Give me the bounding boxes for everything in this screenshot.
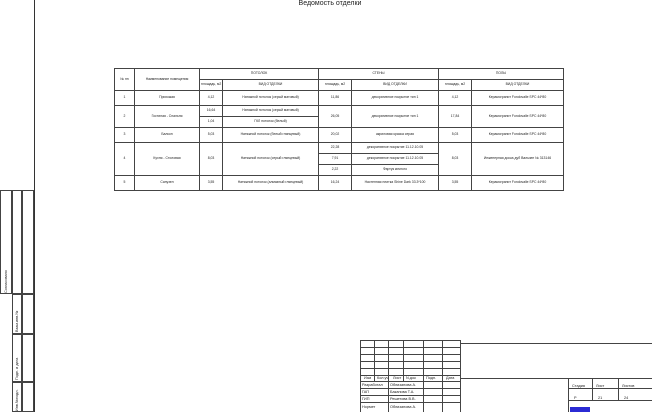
stamp-rule <box>442 340 443 381</box>
wall-area: 20,02 <box>319 128 352 143</box>
ceiling-finish: Натяжной потолок (серый глянцевый) <box>223 143 319 176</box>
stamp-rule <box>360 381 361 412</box>
stamp-rule <box>360 354 460 355</box>
stamp-rule <box>460 378 652 379</box>
stamp-rule <box>388 381 389 412</box>
stamp-rule <box>568 388 652 389</box>
header-walls-finish: ВИД ОТДЕЛКИ <box>352 80 439 91</box>
row-number: 5 <box>115 176 135 191</box>
floor-area: 5,03 <box>439 128 472 143</box>
row-number: 1 <box>115 91 135 106</box>
stamp-rule <box>360 340 460 341</box>
stamp-name-gap: Баканова Т.А. <box>390 390 415 394</box>
row-number: 4 <box>115 143 135 176</box>
stamp-rule <box>423 381 424 412</box>
room-name: Балкон <box>135 128 200 143</box>
room-name: Кухня - Столовая <box>135 143 200 176</box>
table-row <box>115 128 564 143</box>
ceiling-finish: Натяжной потолок (белый глянцевый) <box>223 128 319 143</box>
floor-area: 3,55 <box>439 176 472 191</box>
row-number: 2 <box>115 106 135 128</box>
ceiling-finish: ГКЛ потолок (белый) <box>223 117 319 128</box>
stamp-rule <box>360 381 460 382</box>
stamp-role-developer: Разработал <box>362 383 383 387</box>
stamp-rule <box>403 340 404 381</box>
stamp-rule <box>360 340 361 381</box>
stamp-rule <box>360 368 460 369</box>
stamp-rule <box>568 400 652 401</box>
room-name: Гостиная - Спальня <box>135 106 200 128</box>
header-walls-area: площадь, м2 <box>319 80 352 91</box>
stamp-col-list: Лист <box>393 376 402 380</box>
stamp-rule <box>374 340 375 381</box>
stamp-name-developer: Облизанова А. <box>390 383 417 387</box>
ceiling-area: 5,03 <box>200 128 223 143</box>
sheet-value: 21 <box>598 396 603 400</box>
header-num: № пп <box>115 69 135 91</box>
table-row <box>115 91 564 106</box>
header-ceiling: ПОТОЛОК <box>200 69 319 80</box>
wall-area: 7,91 <box>319 154 352 165</box>
ceiling-area: 16,64 <box>200 106 223 117</box>
wall-area: 11,86 <box>319 91 352 106</box>
title-block-stamp <box>360 340 652 412</box>
ceiling-area: 3,55 <box>200 176 223 191</box>
stage-label: Стадия <box>572 384 585 388</box>
table-row <box>115 143 564 154</box>
left-approval-strip <box>0 190 34 412</box>
stamp-rule <box>442 381 443 412</box>
inv-orig-label: Инв.№подл. <box>15 389 19 411</box>
floor-finish: Керамогранит Fondovalle SPC 44*80 <box>472 128 564 143</box>
header-floors: ПОЛЫ <box>439 69 564 80</box>
ceiling-finish: Натяжной потолок (серый матовый) <box>223 106 319 117</box>
wall-finish: декоративное покрытие 11.12.10.05 <box>352 143 439 154</box>
room-name: Санузел <box>135 176 200 191</box>
stamp-rule <box>460 343 652 344</box>
stamp-name-gip: Решетова В.В. <box>390 397 416 401</box>
wall-finish: акриловая краска серая <box>352 128 439 143</box>
stamp-col-date: Дата <box>446 376 455 380</box>
table-row <box>115 176 564 191</box>
row-number: 3 <box>115 128 135 143</box>
header-ceiling-finish: ВИД ОТДЕЛКИ <box>223 80 319 91</box>
stamp-rule <box>460 381 461 412</box>
floor-area: 17,84 <box>439 106 472 128</box>
stamp-rule <box>568 378 569 412</box>
stamp-role-gip: ГИП <box>362 397 370 401</box>
stamp-rule <box>592 378 593 400</box>
wall-area: 26,05 <box>319 106 352 128</box>
ceiling-finish: Натяжной потолок (алмазный глянцевый) <box>223 176 319 191</box>
floor-finish: Керамогранит Fondovalle SPC 44*80 <box>472 176 564 191</box>
floor-finish: Инженерная доска дуб Вальзен № 313146 <box>472 143 564 176</box>
table-row <box>115 106 564 117</box>
wall-finish: Фартук кичного <box>352 165 439 176</box>
stamp-col-izm: Изм <box>364 376 372 380</box>
wall-finish: декоративное покрытие тип 1 <box>352 106 439 128</box>
ceiling-area: 8,03 <box>200 143 223 176</box>
stamp-rule <box>618 378 619 400</box>
stamp-col-kol: Кол.уч <box>377 376 389 380</box>
sheet-label: Лист <box>596 384 605 388</box>
wall-finish: декоративное покрытие тип 1 <box>352 91 439 106</box>
ceiling-area: 4,12 <box>200 91 223 106</box>
approved-label: Согласовано <box>4 270 8 293</box>
finish-schedule-table <box>114 68 564 191</box>
wall-area: 2,22 <box>319 165 352 176</box>
stamp-rule <box>360 395 460 396</box>
stamp-role-gap: ГАП <box>362 390 370 394</box>
stamp-rule <box>360 361 460 362</box>
room-name: Прихожая <box>135 91 200 106</box>
wall-area: 22,28 <box>319 143 352 154</box>
header-room: Наименование помещения <box>135 69 200 91</box>
stamp-name-norm: Облизанова А. <box>390 405 417 409</box>
company-logo-mark <box>570 407 590 412</box>
sign-date-label: Подп. и дата <box>15 357 19 380</box>
floor-finish: Керамогранит Fondovalle SPC 44*80 <box>472 106 564 128</box>
stamp-role-norm: Нормет <box>362 405 376 409</box>
wall-area: 16,24 <box>319 176 352 191</box>
stage-value: Р <box>574 396 577 400</box>
floor-area: 4,12 <box>439 91 472 106</box>
inv-replace-label: Взам.инв.№ <box>15 310 19 332</box>
sheets-value: 24 <box>624 396 629 400</box>
header-ceiling-area: площадь, м2 <box>200 80 223 91</box>
header-floors-finish: ВИД ОТДЕЛКИ <box>472 80 564 91</box>
stamp-rule <box>360 347 460 348</box>
stamp-rule <box>423 340 424 381</box>
sheets-label: Листов <box>622 384 635 388</box>
stamp-rule <box>388 340 389 381</box>
ceiling-finish: Натяжной потолок (серый матовый) <box>223 91 319 106</box>
floor-area: 8,03 <box>439 143 472 176</box>
stamp-col-ndoc: N.док <box>406 376 416 380</box>
header-floors-area: площадь, м2 <box>439 80 472 91</box>
floor-finish: Керамогранит Fondovalle SPC 44*80 <box>472 91 564 106</box>
ceiling-area: 1,04 <box>200 117 223 128</box>
wall-finish: декоративное покрытие 11.12.10.05 <box>352 154 439 165</box>
stamp-rule <box>360 402 460 403</box>
stamp-col-sign: Подп. <box>426 376 437 380</box>
document-title: Ведомость отделки <box>298 0 362 7</box>
wall-finish: Настенная плитка Shine Dark 33.3*100 <box>352 176 439 191</box>
stamp-rule <box>360 388 460 389</box>
header-walls: СТЕНЫ <box>319 69 439 80</box>
stamp-rule <box>460 340 461 381</box>
